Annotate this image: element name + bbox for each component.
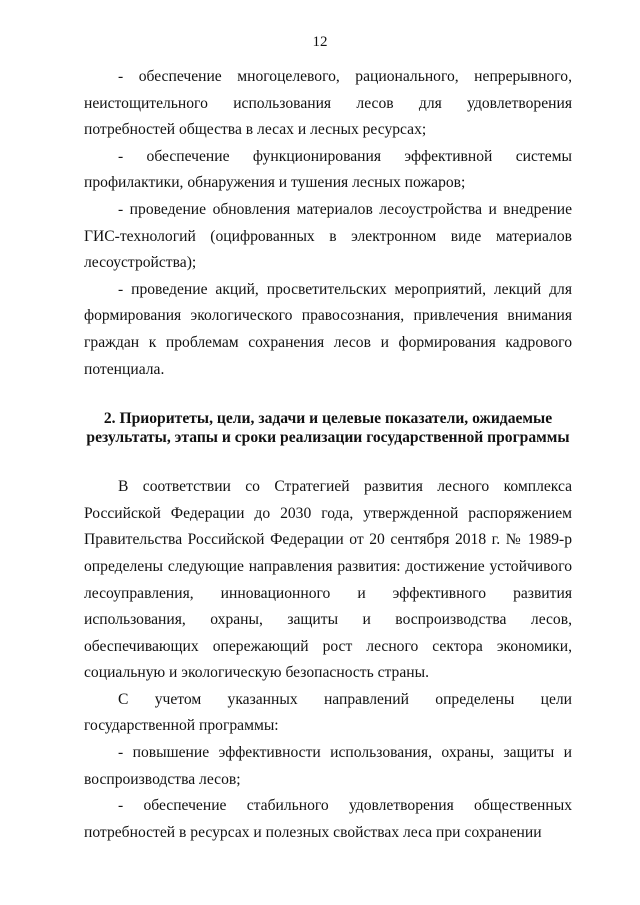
document-body [84,64,572,846]
list-item-fire-prevention: - обеспечение функционирования эффективной системы профилактики, обнаружения и тушения лесных пожаров; [84,147,572,192]
section-heading: 2. Приоритеты, цели, задачи и целевые показатели, ожидаемые результаты, этапы и сроки реализации государственной программы [86,410,570,447]
list-item-multipurpose-use: - обеспечение многоцелевого, рационального, непрерывного, неистощительного использования лесов для удовлетворения потребностей общества в лесах и лесных ресурсах; [84,68,572,139]
goals-intro-paragraph: С учетом указанных направлений определены цели государственной программы: [84,690,572,735]
page-number: 12 [312,34,328,50]
list-item-educational-events: - проведение акций, просветительских мероприятий, лекций для формирования экологического правосознания, привлечения внимания граждан к проблемам сохранения лесов и формирования кадрового потенциала. [84,280,572,378]
strategy-paragraph: В соответствии со Стратегией развития лесного комплекса Российской Федерации до 2030 года, утвержденной распоряжением Правительства Российской Федерации от 20 сентября 2018 г. № 1989-р определены следующие направления развития: достижение устойчивого лесоуправления, инновационного и эффективного развития использования, охраны, защиты и воспроизводства лесов, обеспечивающих опережающий рост лесного сектора экономики, социальную и экологическую безопасность страны. [84,478,572,682]
list-item-gis-technologies: - проведение обновления материалов лесоустройства и внедрение ГИС-технологий (оцифрованных в электронном виде материалов лесоустройства); [84,200,572,272]
list-item-efficiency-goal: - повышение эффективности использования, охраны, защиты и воспроизводства лесов; [84,744,572,788]
list-item-stable-supply-goal: - обеспечение стабильного удовлетворения общественных потребностей в ресурсах и полезных свойствах леса при сохранении [84,797,572,841]
